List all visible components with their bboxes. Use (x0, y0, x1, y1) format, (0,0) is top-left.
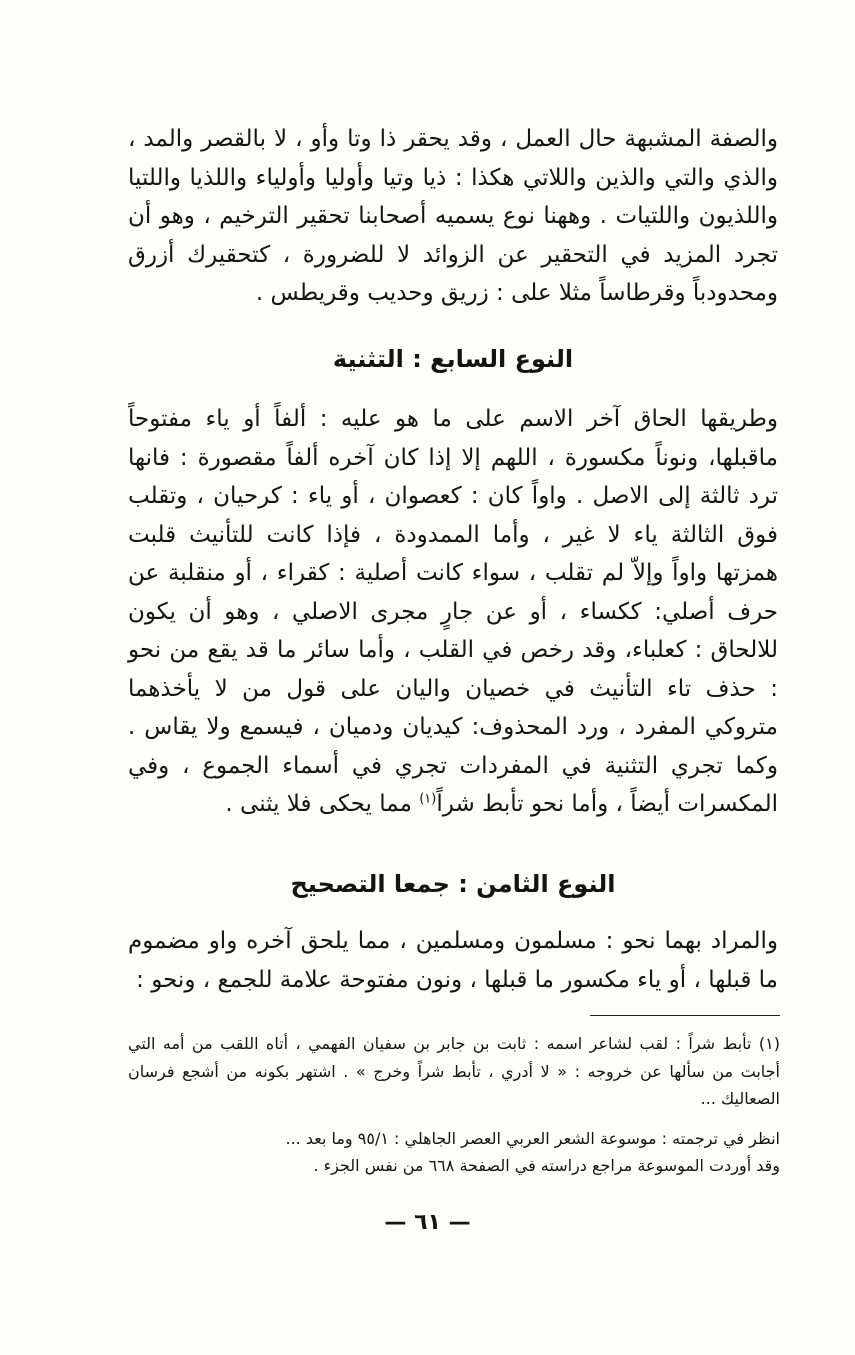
footnote-1 (128, 1030, 780, 1113)
section-heading-8: النوع الثامن : جمعا التصحيح (290, 870, 616, 898)
footnote-number: (١) (758, 1034, 780, 1053)
footnote-line-2 (128, 1125, 780, 1153)
paragraph-2 (128, 400, 778, 824)
footnote-text-1: تأبط شراً : لقب لشاعر اسمه : ثابت بن جابر بن سفيان الفهمي ، أتاه اللقب من أمه التي أجابت من سألها عن خروجه : « لا أدري ، تأبط شراً وخرج » . اشتهر بكونه من أشجع فرسان الصعاليك ... (128, 1034, 780, 1108)
paragraph-2-end: مما يحكى فلا يثنى . (225, 791, 420, 817)
footnote-text-3: وقد أوردت الموسوعة مراجع دراسته في الصفحة ٦٦٨ من نفس الجزء . (313, 1156, 780, 1175)
paragraph-1: والصفة المشبهة حال العمل ، وقد يحقر ذا وتا وأو ، لا بالقصر والمد ، والذي والتي والذين واللاتي هكذا : ذيا وتيا وأوليا وأولياء واللذيا واللتيا واللذيون واللتيات . وههنا نوع يسميه أصحابنا تحقير الترخيم ، وهو أن تجرد المزيد في التحقير عن الزوائد لا للضرورة ، كتحقيرك أزرق ومحدودباً وقرطاساً مثلا على : زريق وحديب وقريطس . (128, 126, 778, 306)
footnote-text-2: انظر في ترجمته : موسوعة الشعر العربي العصر الجاهلي : ٩٥/١ وما بعد ... (285, 1129, 780, 1148)
footnote-separator (590, 1015, 780, 1016)
paragraph-3: والمراد بهما نحو : مسلمون ومسلمين ، مما يلحق آخره واو مضموم ما قبلها ، أو ياء مكسور ما قبلها ، ونون مفتوحة علامة للجمع ، ونحو : (128, 928, 778, 993)
footnote-line-3 (128, 1152, 780, 1180)
paragraph-2-text: وطريقها الحاق آخر الاسم على ما هو عليه : ألفاً أو ياء مفتوحاً ماقبلها، ونوناً مكسورة ، اللهم إلا إذا كان آخره ألفاً مقصورة : فانها ترد ثالثة إلى الاصل . واواً كان : كعصوان ، أو ياء : كرحيان ، وتقلب فوق الثالثة ياء لا غير ، وأما الممدودة ، فإذا كانت للتأنيث قلبت همزتها واواً وإلاّ لم تقلب ، سواء كانت أصلية : كقراء ، أو منقلبة عن حرف أصلي: ككساء ، أو عن جارٍ مجرى الاصلي ، وهو أن يكون للالحاق : كعلباء، وقد رخص في القلب ، وأما سائر ما قد يقع من نحو : حذف تاء التأنيث في خصيان واليان على قول من لا يأخذهما متروكي المفرد ، ورد المحذوف: كيديان ودميان ، فيسمع ولا يقاس . وكما تجري التثنية في المفردات تجري في أسماء الجموع ، وفي المكسرات أيضاً ، وأما نحو تأبط شراً (128, 406, 778, 817)
footnote-reference: (١) (419, 791, 437, 807)
section-heading-7: النوع السابع : التثنية (332, 345, 574, 373)
page-number: — ٦١ — (384, 1210, 471, 1235)
